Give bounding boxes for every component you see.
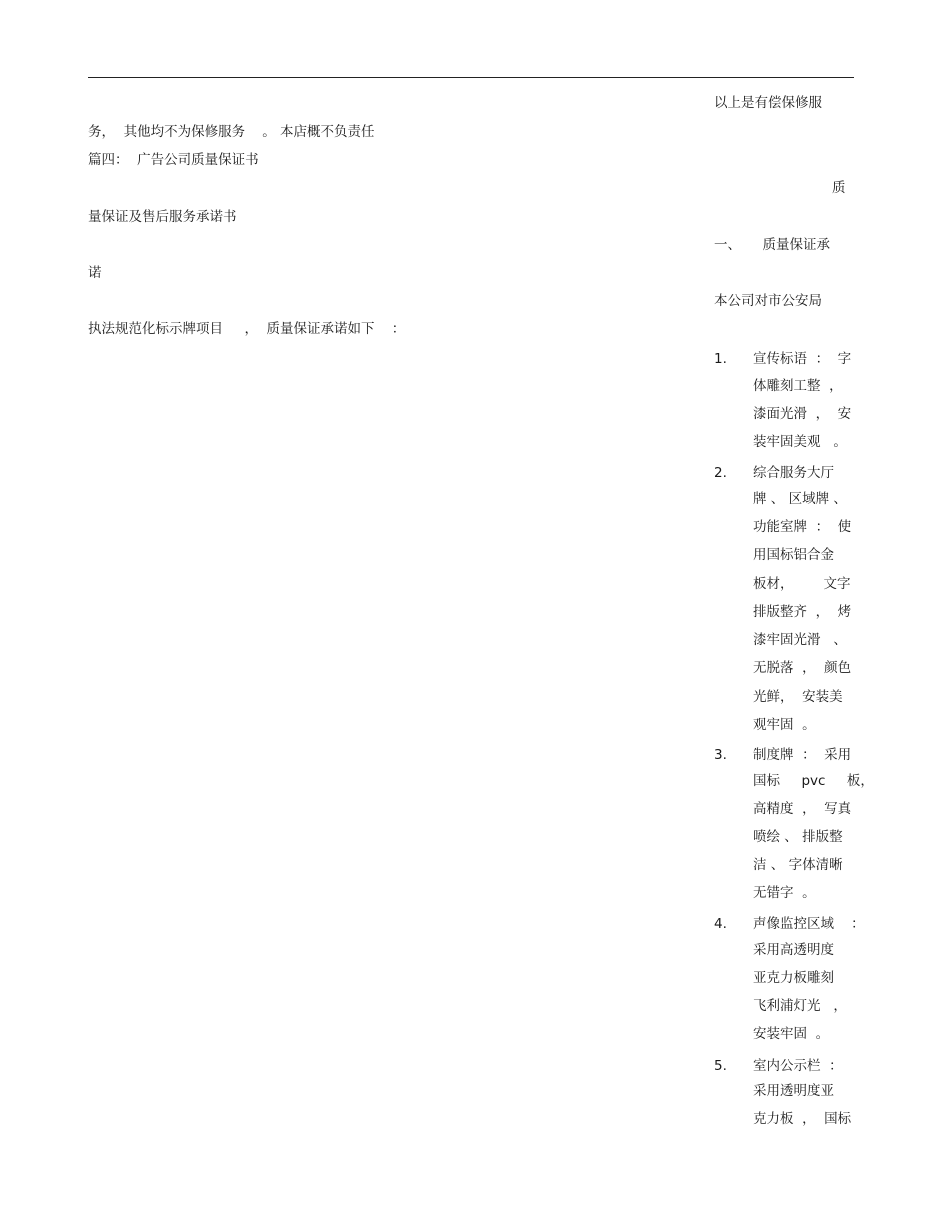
- left-text-line-4: 诺: [88, 265, 102, 281]
- list-item-line: 功能室牌 ： 使: [753, 519, 852, 535]
- right-text-line-2: 质: [832, 180, 846, 196]
- left-text-line-1: 务， 其他均不为保修服务 。 本店概不负责任: [88, 124, 375, 140]
- list-item-number: 2.: [714, 465, 727, 481]
- list-item-line: 采用透明度亚: [753, 1083, 834, 1099]
- list-item-line: 漆牢固光滑 、: [753, 632, 847, 648]
- list-item-line: 观牢固 。: [753, 717, 816, 733]
- list-item-line: 光鲜， 安装美: [753, 689, 843, 705]
- left-text-line-3: 量保证及售后服务承诺书: [88, 209, 237, 225]
- list-item-line: 宣传标语 ： 字: [753, 351, 852, 367]
- list-item-line: 板材， 文字: [753, 576, 851, 592]
- list-item-number: 3.: [714, 747, 727, 763]
- list-item-line: 高精度 ， 写真: [753, 801, 852, 817]
- list-item-line: 国标 pvc 板，: [753, 773, 874, 789]
- list-item-line: 漆面光滑 ， 安: [753, 406, 852, 422]
- list-item-line: 无脱落 ， 颜色: [753, 660, 852, 676]
- list-item-line: 排版整齐 ， 烤: [753, 604, 852, 620]
- list-item-line: 装牢固美观 。: [753, 434, 847, 450]
- list-item-line: 喷绘 、 排版整: [753, 829, 843, 845]
- list-item-line: 飞利浦灯光 ，: [753, 998, 847, 1014]
- list-item-line: 亚克力板雕刻: [753, 970, 834, 986]
- list-item-line: 制度牌 ： 采用: [753, 747, 852, 763]
- list-item-line: 综合服务大厅: [753, 465, 834, 481]
- list-item-number: 5.: [714, 1058, 727, 1074]
- list-item-line: 体雕刻工整 ，: [753, 378, 843, 394]
- list-item-line: 克力板 ， 国标: [753, 1111, 852, 1127]
- list-item-line: 牌 、 区域牌 、: [753, 491, 847, 507]
- header-rule: [88, 77, 854, 78]
- list-item-number: 4.: [714, 916, 727, 932]
- list-item-line: 安装牢固 。: [753, 1026, 830, 1042]
- right-text-line-3: 一、 质量保证承: [714, 237, 830, 253]
- list-item-line: 无错字 。: [753, 885, 816, 901]
- right-text-line-4: 本公司对市公安局: [714, 293, 822, 309]
- list-item-line: 用国标铝合金: [753, 547, 834, 563]
- list-item-line: 采用高透明度: [753, 942, 834, 958]
- left-text-line-2: 篇四： 广告公司质量保证书: [88, 152, 259, 168]
- list-item-line: 洁 、 字体清晰: [753, 857, 843, 873]
- right-text-line-1: 以上是有偿保修服: [714, 95, 822, 111]
- list-item-number: 1.: [714, 351, 727, 367]
- list-item-line: 室内公示栏 ：: [753, 1058, 843, 1074]
- list-item-line: 声像监控区域 ：: [753, 916, 865, 932]
- left-text-line-5: 执法规范化标示牌项目 ， 质量保证承诺如下 ：: [88, 321, 406, 337]
